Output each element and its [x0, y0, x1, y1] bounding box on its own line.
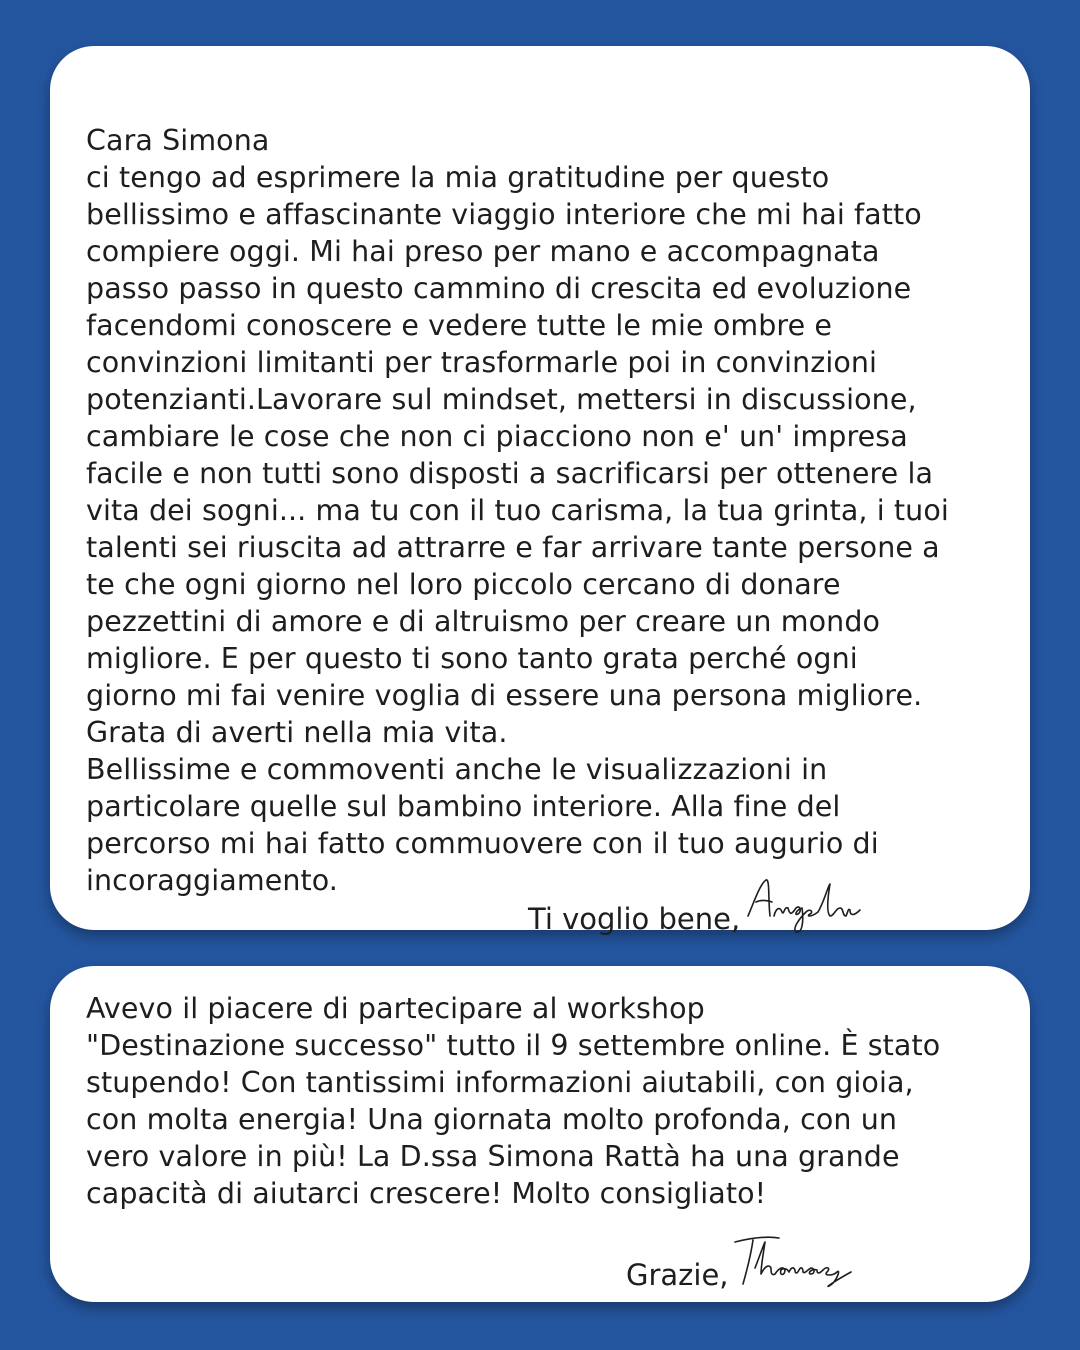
testimonial-line: passo passo in questo cammino di crescita ed evoluzione	[86, 272, 912, 305]
testimonial-line: potenzianti.Lavorare sul mindset, mettersi in discussione,	[86, 383, 917, 416]
testimonial-line: ci tengo ad esprimere la mia gratitudine per questo	[86, 161, 830, 194]
testimonial-line: compiere oggi. Mi hai preso per mano e accompagnata	[86, 235, 880, 268]
signoff	[528, 872, 864, 936]
testimonial-line: percorso mi hai fatto commuovere con il tuo augurio di	[86, 827, 879, 860]
testimonial-line: Grata di averti nella mia vita.	[86, 716, 508, 749]
testimonial-card-angela	[50, 46, 1030, 936]
testimonial-line: talenti sei riuscita ad attrarre e far arrivare tante persone a	[86, 531, 940, 564]
testimonial-line: Cara Simona	[86, 124, 270, 157]
testimonial-line: facendomi conoscere e vedere tutte le mie ombre e	[86, 309, 833, 342]
testimonial-line: pezzettini di amore e di altruismo per creare un mondo	[86, 605, 881, 638]
testimonial-line: particolare quelle sul bambino interiore. Alla fine del	[86, 790, 841, 823]
testimonial-line: facile e non tutti sono disposti a sacrificarsi per ottenere la	[86, 457, 934, 490]
testimonial-text	[86, 990, 1000, 1212]
testimonial-line: incoraggiamento.	[86, 864, 338, 897]
testimonial-line: bellissimo e affascinante viaggio interiore che mi hai fatto	[86, 198, 922, 231]
signature-angela	[744, 872, 864, 936]
testimonial-card-thomas	[50, 966, 1030, 1302]
testimonial-line: "Destinazione successo" tutto il 9 settembre online. È stato	[86, 1029, 941, 1062]
testimonial-line: vita dei sogni... ma tu con il tuo carisma, la tua grinta, i tuoi	[86, 494, 949, 527]
testimonial-line: Avevo il piacere di partecipare al workshop	[86, 992, 705, 1025]
testimonial-line: te che ogni giorno nel loro piccolo cercano di donare	[86, 568, 841, 601]
testimonial-line: convinzioni limitanti per trasformarle poi in convinzioni	[86, 346, 878, 379]
testimonial-line: vero valore in più! La D.ssa Simona Rattà ha una grande	[86, 1140, 900, 1173]
signature-thomas	[733, 1232, 857, 1292]
signoff-text: Grazie,	[626, 1258, 729, 1292]
testimonial-line: capacità di aiutarci crescere! Molto consigliato!	[86, 1177, 767, 1210]
testimonial-line: giorno mi fai venire voglia di essere una persona migliore.	[86, 679, 923, 712]
testimonial-line: con molta energia! Una giornata molto profonda, con un	[86, 1103, 898, 1136]
testimonial-text	[86, 122, 1000, 899]
testimonial-line: stupendo! Con tantissimi informazioni aiutabili, con gioia,	[86, 1066, 914, 1099]
testimonial-line: Bellissime e commoventi anche le visualizzazioni in	[86, 753, 828, 786]
testimonial-line: migliore. E per questo ti sono tanto grata perché ogni	[86, 642, 858, 675]
signoff-text: Ti voglio bene,	[528, 902, 741, 936]
signoff	[626, 1232, 857, 1292]
testimonial-line: cambiare le cose che non ci piacciono non e' un' impresa	[86, 420, 908, 453]
